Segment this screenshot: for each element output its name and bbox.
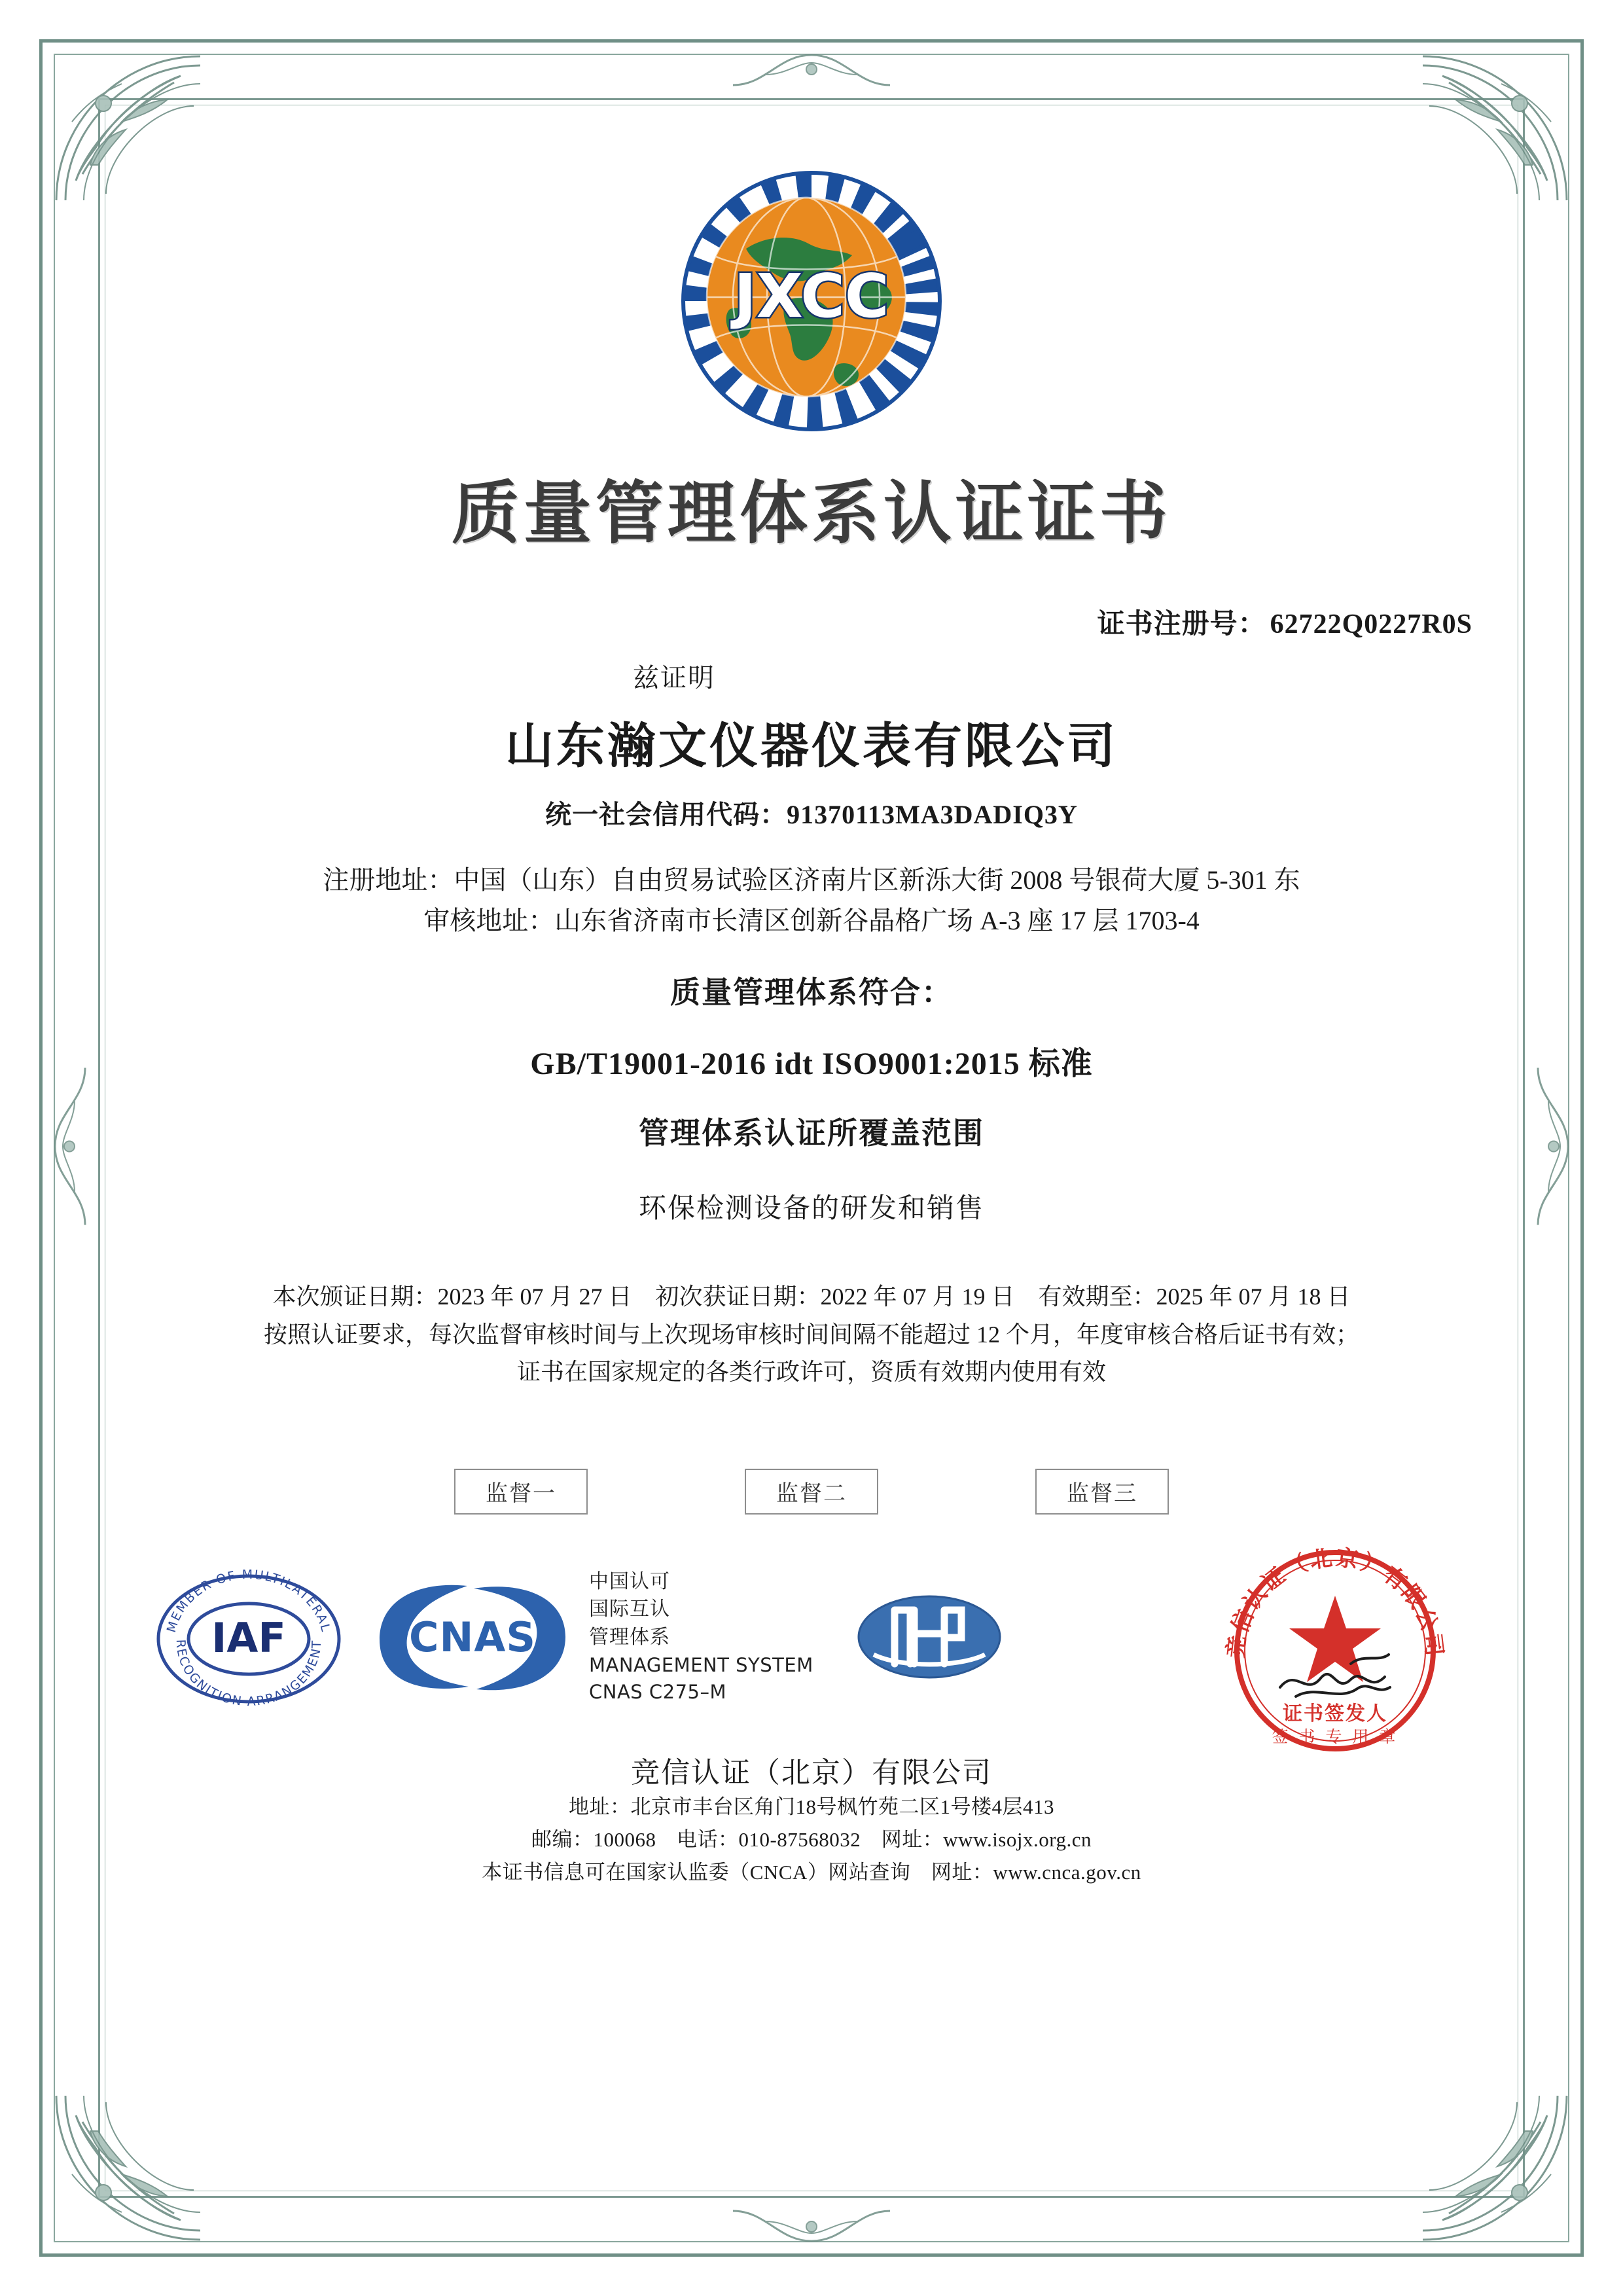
credit-code-value: 91370113MA3DADIQ3Y: [787, 800, 1078, 829]
cnas-text-block: [589, 1568, 813, 1706]
certify-word: 兹证明: [633, 663, 715, 692]
cnas-line-en: MANAGEMENT SYSTEM: [589, 1653, 813, 1676]
page-title: 质量管理体系认证证书: [451, 473, 1171, 553]
conformance-title: 质量管理体系符合：: [670, 976, 953, 1009]
issuer-address: 地址：北京市丰台区角门18号枫竹苑二区1号楼4层413: [569, 1795, 1054, 1818]
address-block: [131, 860, 1492, 941]
credit-code-label: 统一社会信用代码：: [545, 800, 787, 829]
cnas-line-2: 国际互认: [589, 1598, 670, 1621]
ornament-edge-bottom-icon: [726, 2201, 897, 2250]
logo-wordmark: JXCC: [734, 261, 889, 331]
cnas-line-3: 管理体系: [589, 1625, 670, 1649]
svg-text:IAF: IAF: [211, 1613, 286, 1662]
iaf-logo-icon: [151, 1562, 347, 1712]
cnca-approval-mark-icon: [854, 1581, 1005, 1693]
dates-block: [131, 1278, 1492, 1391]
certificate-content: [131, 131, 1492, 2165]
credit-code-row: [131, 794, 1492, 831]
svg-text:竞信认证（北京）有限公司: 竞信认证（北京）有限公司: [1222, 1544, 1448, 1659]
scope-title: 管理体系认证所覆盖范围: [639, 1117, 984, 1150]
supervision-box-3[interactable]: 监督三: [1035, 1469, 1169, 1515]
issue-dates-line: 本次颁证日期：2023 年 07 月 27 日 初次获证日期：2022 年 07 月 19 日 有效期至：2025 年 07 月 18 日: [272, 1283, 1351, 1310]
registration-number-row: [131, 602, 1492, 641]
ornament-edge-top-icon: [726, 46, 897, 95]
cnas-code: CNAS C275–M: [589, 1680, 727, 1703]
supervision-box-1[interactable]: 监督一: [454, 1469, 588, 1515]
svg-text:RECOGNITION ARRANGEMENT: RECOGNITION ARRANGEMENT: [173, 1639, 325, 1709]
company-name: 山东瀚文仪器仪表有限公司: [505, 720, 1118, 774]
supervision-box-2[interactable]: 监督二: [745, 1469, 878, 1515]
validity-note-line: 证书在国家规定的各类行政许可，资质有效期内使用有效: [516, 1359, 1106, 1386]
issuer-contact: 邮编：100068 电话：010-87568032 网址：www.isojx.org.cn: [531, 1828, 1092, 1851]
svg-text:MEMBER OF MULTILATERAL: MEMBER OF MULTILATERAL: [164, 1567, 334, 1634]
verification-note: 本证书信息可在国家认监委（CNCA）网站查询 网址：www.cnca.gov.cn: [482, 1861, 1141, 1884]
issuer-seal: [1217, 1533, 1453, 1768]
seal-issuer-label: 证书签发人: [1283, 1702, 1387, 1725]
svg-text:CNAS: CNAS: [408, 1613, 537, 1661]
footer-block: [131, 1749, 1492, 1890]
jxcc-logo: [131, 157, 1492, 445]
seal-stamp-label: 签 书 专 用 章: [1272, 1727, 1399, 1746]
surveillance-note-line: 按照认证要求，每次监督审核时间与上次现场审核时间间隔不能超过 12 个月，年度审核合格后证书有效；: [263, 1321, 1359, 1348]
standard-reference: GB/T19001-2016 idt ISO9001:2015 标准: [530, 1047, 1093, 1081]
issuer-organization: 竞信认证（北京）有限公司: [631, 1756, 992, 1789]
supervision-boxes-row: [131, 1469, 1492, 1515]
ornament-edge-right-icon: [1531, 1062, 1577, 1235]
scope-body: 环保检测设备的研发和销售: [638, 1194, 984, 1224]
registration-number-value: 62722Q0227R0S: [1270, 609, 1472, 639]
cnas-line-1: 中国认可: [589, 1570, 670, 1593]
cnas-logo-icon: [369, 1571, 572, 1702]
accreditation-marks-row: [131, 1542, 1492, 1746]
ornament-edge-left-icon: [46, 1062, 92, 1235]
registration-number-label: 证书注册号：: [1097, 609, 1266, 639]
audit-address: 审核地址：山东省济南市长清区创新谷晶格广场 A-3 座 17 层 1703-4: [423, 906, 1200, 935]
registered-address: 注册地址：中国（山东）自由贸易试验区济南片区新泺大街 2008 号银荷大厦 5-301 东: [323, 865, 1300, 895]
